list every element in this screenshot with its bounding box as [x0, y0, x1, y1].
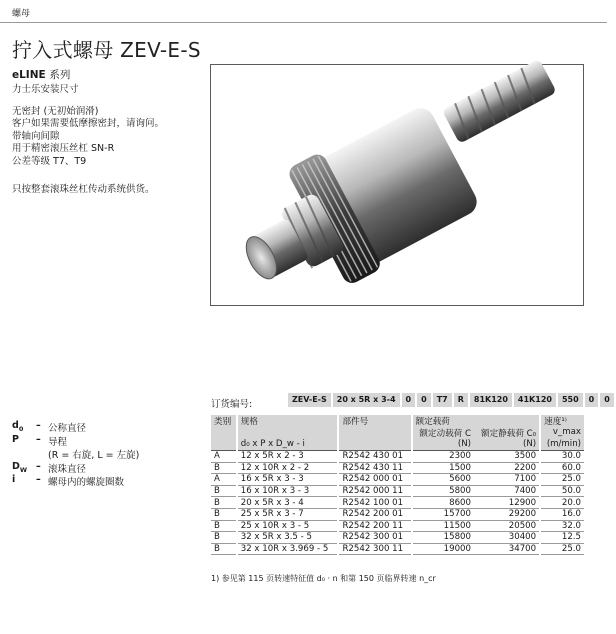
cell-part: R2542 000 11: [338, 485, 411, 497]
cell-type: B: [211, 520, 237, 532]
cell-size: 25 x 5R x 3 - 7: [237, 508, 339, 520]
table-row: [211, 474, 584, 486]
product-photo: [210, 64, 584, 306]
cell-speed: 12.5: [540, 532, 584, 544]
col-speed-unit: (m/min): [540, 439, 584, 451]
col-dyn-unit: (N): [412, 439, 474, 451]
feature-item: 带轴向间隙: [12, 130, 60, 142]
cell-type: B: [211, 462, 237, 474]
cell-static-load: 30400: [474, 532, 540, 544]
cell-part: R2542 430 01: [338, 451, 411, 463]
cell-part: R2542 100 01: [338, 497, 411, 509]
legend-text: 滚珠直径: [48, 464, 87, 475]
table-header-row: [211, 427, 584, 439]
cell-size: 12 x 10R x 2 - 2: [237, 462, 339, 474]
cell-static-load: 12900: [474, 497, 540, 509]
feature-item: 公差等级 T7、T9: [12, 155, 87, 167]
brand-name: eLINE: [12, 69, 46, 81]
table-row: [211, 497, 584, 509]
cell-static-load: 7100: [474, 474, 540, 486]
legend-symbol: P: [12, 434, 19, 445]
cell-part: R2542 200 01: [338, 508, 411, 520]
feature-item: 无密封 (无初始润滑): [12, 106, 99, 117]
col-stat: 额定静载荷 C₀: [474, 427, 540, 439]
legend-symbol: $D_W$: [12, 461, 28, 474]
order-code-part: 81K120: [470, 393, 512, 407]
cell-static-load: 20500: [474, 520, 540, 532]
legend-symbol: $d_0$: [12, 420, 24, 433]
product-line: [12, 67, 70, 82]
cell-dynamic-load: 2300: [412, 451, 474, 463]
order-code-part: ZEV-E-S: [288, 393, 331, 407]
cell-size: 20 x 5R x 3 - 4: [237, 497, 339, 509]
table-row: [211, 532, 584, 544]
legend-text: 螺母内的螺旋圈数: [48, 477, 125, 488]
cell-dynamic-load: 8600: [412, 497, 474, 509]
cell-type: B: [211, 532, 237, 544]
cell-type: A: [211, 474, 237, 486]
cell-size: 16 x 10R x 3 - 3: [237, 485, 339, 497]
order-code-part: 20 x 5R x 3-4: [333, 393, 400, 407]
cell-part: R2542 300 11: [338, 543, 411, 555]
cell-type: B: [211, 497, 237, 509]
order-code-part: 0: [417, 393, 431, 407]
col-size-formula: d₀ x P x D_w - i: [237, 439, 339, 451]
cell-size: 32 x 10R x 3.969 - 5: [237, 543, 339, 555]
cell-static-load: 29200: [474, 508, 540, 520]
table-row: [211, 485, 584, 497]
cell-size: 32 x 5R x 3.5 - 5: [237, 532, 339, 544]
cell-static-load: 34700: [474, 543, 540, 555]
cell-size: 25 x 10R x 3 - 5: [237, 520, 339, 532]
order-code-label: 订货编号:: [211, 399, 253, 410]
col-part: 部件号: [338, 415, 411, 427]
cell-type: A: [211, 451, 237, 463]
cell-type: B: [211, 508, 237, 520]
cell-dynamic-load: 5800: [412, 485, 474, 497]
cell-part: R2542 200 11: [338, 520, 411, 532]
mounting-note: 力士乐安装尺寸: [12, 84, 79, 95]
col-speed-symbol: v_max: [540, 427, 584, 439]
col-type: 类别: [211, 415, 237, 427]
cell-dynamic-load: 5600: [412, 474, 474, 486]
order-code-part: 550: [558, 393, 583, 407]
table-header-row: [211, 415, 584, 427]
supply-note: 只按整套滚珠丝杠传动系统供货。: [12, 184, 155, 195]
col-stat-unit: (N): [474, 439, 540, 451]
cell-static-load: 7400: [474, 485, 540, 497]
footnote: 1) 参见第 115 页转速特征值 d₀ · n 和第 150 页临界转速 n_cr: [211, 574, 436, 583]
cell-speed: 60.0: [540, 462, 584, 474]
feature-item: 用于精密滚压丝杠 SN-R: [12, 143, 115, 155]
cell-speed: 30.0: [540, 451, 584, 463]
cell-speed: 32.0: [540, 520, 584, 532]
order-code: [288, 393, 616, 407]
cell-dynamic-load: 11500: [412, 520, 474, 532]
cell-size: 12 x 5R x 2 - 3: [237, 451, 339, 463]
table-row: [211, 543, 584, 555]
order-code-part: 0: [600, 393, 614, 407]
col-dyn: 额定动载荷 C: [412, 427, 474, 439]
order-code-part: R: [454, 393, 468, 407]
feature-list: [12, 106, 164, 168]
col-loads: 额定载荷: [412, 415, 474, 427]
order-code-part: 0: [402, 393, 416, 407]
cell-speed: 20.0: [540, 497, 584, 509]
order-code-part: 0: [585, 393, 599, 407]
feature-item: 客户如果需要低摩擦密封，请询问。: [12, 118, 165, 130]
cell-static-load: 3500: [474, 451, 540, 463]
cell-speed: 16.0: [540, 508, 584, 520]
cell-size: 16 x 5R x 3 - 3: [237, 474, 339, 486]
col-size: 规格: [237, 415, 339, 427]
section-label: 螺母: [12, 9, 31, 19]
order-code-part: T7: [433, 393, 452, 407]
cell-part: R2542 000 01: [338, 474, 411, 486]
table-row: [211, 462, 584, 474]
cell-part: R2542 300 01: [338, 532, 411, 544]
table-row: [211, 520, 584, 532]
legend-text: 公称直径: [48, 423, 87, 434]
header-divider: [0, 22, 607, 23]
cell-dynamic-load: 15700: [412, 508, 474, 520]
series-label: 系列: [49, 69, 71, 81]
legend-text: 导程: [48, 437, 68, 448]
page-title: 拧入式螺母 ZEV-E-S: [12, 38, 201, 62]
table-row: [211, 508, 584, 520]
legend-text: (R = 右旋, L = 左旋): [48, 450, 140, 461]
cell-type: B: [211, 543, 237, 555]
cell-part: R2542 430 11: [338, 462, 411, 474]
cell-type: B: [211, 485, 237, 497]
cell-dynamic-load: 19000: [412, 543, 474, 555]
cell-speed: 25.0: [540, 543, 584, 555]
table-row: [211, 451, 584, 463]
table-header-row: [211, 439, 584, 451]
cell-speed: 50.0: [540, 485, 584, 497]
spec-table: [211, 415, 584, 555]
cell-dynamic-load: 1500: [412, 462, 474, 474]
col-speed: 速度¹⁾: [540, 415, 584, 427]
legend-symbol: i: [12, 474, 16, 485]
cell-speed: 25.0: [540, 474, 584, 486]
cell-static-load: 2200: [474, 462, 540, 474]
cell-dynamic-load: 15800: [412, 532, 474, 544]
order-code-part: 41K120: [514, 393, 556, 407]
